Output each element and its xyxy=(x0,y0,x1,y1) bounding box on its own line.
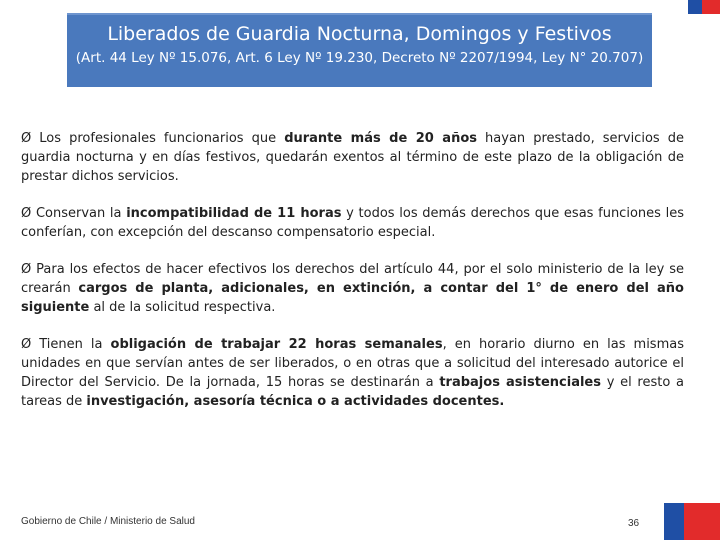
bullet-paragraph-1: Ø Los profesionales funcionarios que durante más de 20 años hayan prestado, servicios de guardia nocturna y en días festivos, quedarán exentos al término de este plazo de la obligación de prestar dichos servicios. xyxy=(21,131,684,184)
bullet-list xyxy=(21,129,684,429)
arrow-bullet-icon: Ø xyxy=(21,131,32,146)
flag-red-stripe-top xyxy=(702,0,720,14)
slide-title: Liberados de Guardia Nocturna, Domingos y Festivos xyxy=(107,23,612,45)
flag-blue-stripe-bottom xyxy=(664,503,684,540)
arrow-bullet-icon: Ø xyxy=(21,262,32,277)
flag-white-stripe-bottom xyxy=(656,496,720,503)
bullet-paragraph-4: Ø Tienen la obligación de trabajar 22 horas semanales, en horario diurno en las mismas unidades en que servían antes de ser liberados, o en otras que a solicitud del interesado autorice el Director del Servicio. De la jornada, 15 horas se destinarán a trabajos asistenciales y el resto a tareas de investigación, asesoría técnica o a actividades docentes. xyxy=(21,337,684,409)
bullet-paragraph-2: Ø Conservan la incompatibilidad de 11 horas y todos los demás derechos que esas funciones les conferían, con excepción del descanso compensatorio especial. xyxy=(21,206,684,240)
bullet-paragraph-3: Ø Para los efectos de hacer efectivos los derechos del artículo 44, por el solo ministerio de la ley se crearán cargos de planta, adicionales, en extinción, a contar del 1° de enero del año siguiente al de la solicitud respectiva. xyxy=(21,262,684,315)
title-banner xyxy=(67,13,652,87)
arrow-bullet-icon: Ø xyxy=(21,206,32,221)
footer-organization: Gobierno de Chile / Ministerio de Salud xyxy=(21,516,195,527)
slide-subtitle: (Art. 44 Ley Nº 15.076, Art. 6 Ley Nº 19.230, Decreto Nº 2207/1994, Ley N° 20.707) xyxy=(75,50,644,66)
arrow-bullet-icon: Ø xyxy=(21,337,32,352)
flag-red-stripe-bottom xyxy=(684,503,720,540)
flag-blue-stripe-top xyxy=(688,0,702,14)
page-number: 36 xyxy=(628,518,640,529)
